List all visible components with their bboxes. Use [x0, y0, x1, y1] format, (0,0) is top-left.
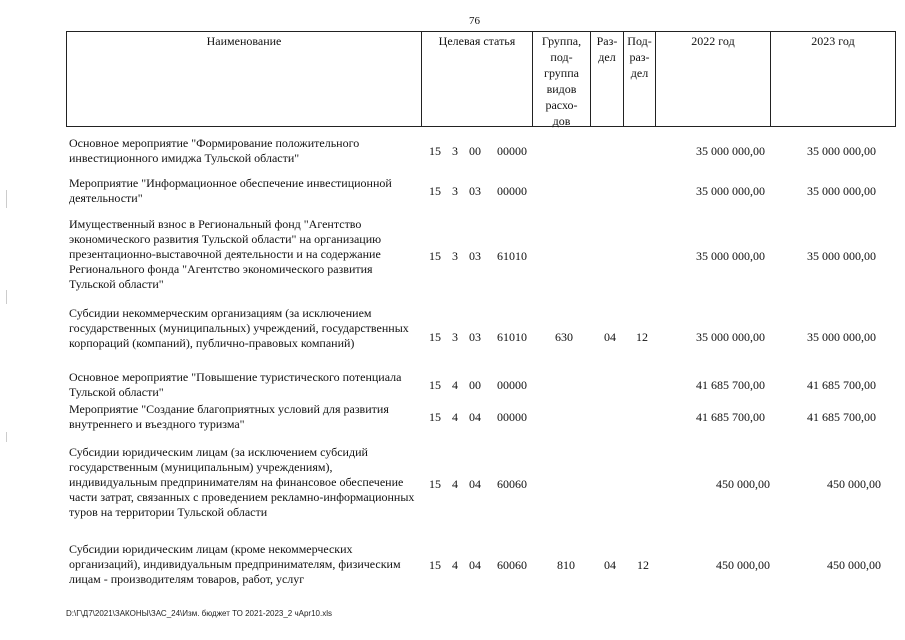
table-header: [66, 31, 896, 127]
header-expense-group: Группа, под- группа видов расхо- дов: [533, 32, 591, 126]
row-name: Субсидии некоммерческим организациям (за исключением государственных (муниципальных) учреждений, государственных корпораций (компаний), публично-правовых компаний): [69, 306, 409, 350]
target-program: 15: [429, 477, 441, 491]
target-direction: 61010: [497, 249, 527, 263]
row-name: Мероприятие "Информационное обеспечение инвестиционной деятельности": [69, 176, 392, 205]
value-2023: 41 685 700,00: [807, 410, 876, 424]
page-number: 76: [469, 15, 480, 27]
target-direction: 61010: [497, 330, 527, 344]
target-subprogram: 4: [452, 477, 458, 491]
header-year-2022: 2022 год: [656, 32, 771, 126]
row-name: Имущественный взнос в Региональный фонд "Агентство экономического развития Тульской области" на организацию презентационно-выставочной деятельности и на содержание Регионального фонда "Агентство экономического развития Тульской области": [69, 217, 382, 291]
target-subprogram: 3: [452, 184, 458, 198]
value-2023: 41 685 700,00: [807, 378, 876, 392]
target-program: 15: [429, 144, 441, 158]
target-program: 15: [429, 378, 441, 392]
subsection: 12: [636, 330, 648, 344]
value-2023: 35 000 000,00: [807, 249, 876, 263]
target-direction: 60060: [497, 477, 527, 491]
scan-mark: [6, 290, 7, 304]
target-subprogram: 3: [452, 144, 458, 158]
row-name: Мероприятие "Создание благоприятных условий для развития внутреннего и въездного туризма": [69, 402, 389, 431]
header-subsection: Под- раз- дел: [624, 32, 656, 126]
scan-mark: [6, 190, 7, 208]
value-2022: 450 000,00: [716, 558, 770, 572]
section: 04: [604, 330, 616, 344]
target-subprogram: 3: [452, 330, 458, 344]
target-event: 03: [469, 330, 481, 344]
target-program: 15: [429, 330, 441, 344]
target-direction: 00000: [497, 378, 527, 392]
value-2022: 41 685 700,00: [696, 410, 765, 424]
value-2022: 450 000,00: [716, 477, 770, 491]
row-name: Субсидии юридическим лицам (за исключением субсидий государственным (муниципальным) учреждениям), индивидуальным предпринимателям на финансовое обеспечение части затрат, связанных с проведением рекламно-информационных туров на территории Тульской области: [69, 445, 415, 519]
target-event: 04: [469, 558, 481, 572]
target-program: 15: [429, 184, 441, 198]
header-target-article: Целевая статья: [422, 32, 533, 126]
value-2023: 450 000,00: [827, 558, 881, 572]
value-2022: 35 000 000,00: [696, 144, 765, 158]
row-name: Основное мероприятие "Формирование положительного инвестиционного имиджа Тульской области": [69, 136, 360, 165]
target-subprogram: 3: [452, 249, 458, 263]
value-2022: 35 000 000,00: [696, 249, 765, 263]
target-event: 03: [469, 184, 481, 198]
target-subprogram: 4: [452, 410, 458, 424]
file-path-footer: D:\Г\Д7\2021\ЗАКОНЫ\ЗАС_24\Изм. бюджет ТО 2021-2023_2 чApr10.xls: [66, 609, 332, 618]
target-event: 00: [469, 144, 481, 158]
row-name: Основное мероприятие "Повышение туристического потенциала Тульской области": [69, 370, 402, 399]
value-2023: 35 000 000,00: [807, 144, 876, 158]
value-2023: 35 000 000,00: [807, 330, 876, 344]
target-direction: 00000: [497, 184, 527, 198]
value-2022: 35 000 000,00: [696, 184, 765, 198]
row-name: Субсидии юридическим лицам (кроме некоммерческих организаций), индивидуальным предпринимателям, физическим лицам - производителям товаров, работ, услуг: [69, 542, 401, 586]
target-direction: 60060: [497, 558, 527, 572]
header-name: Наименование: [67, 32, 422, 126]
scan-mark: [6, 432, 7, 442]
expense-group: 810: [557, 558, 575, 572]
target-event: 04: [469, 477, 481, 491]
target-event: 04: [469, 410, 481, 424]
section: 04: [604, 558, 616, 572]
value-2023: 450 000,00: [827, 477, 881, 491]
target-subprogram: 4: [452, 378, 458, 392]
value-2022: 41 685 700,00: [696, 378, 765, 392]
target-program: 15: [429, 410, 441, 424]
target-program: 15: [429, 558, 441, 572]
value-2022: 35 000 000,00: [696, 330, 765, 344]
target-direction: 00000: [497, 144, 527, 158]
expense-group: 630: [555, 330, 573, 344]
target-program: 15: [429, 249, 441, 263]
value-2023: 35 000 000,00: [807, 184, 876, 198]
header-section: Раз- дел: [591, 32, 624, 126]
target-event: 03: [469, 249, 481, 263]
subsection: 12: [637, 558, 649, 572]
target-subprogram: 4: [452, 558, 458, 572]
target-event: 00: [469, 378, 481, 392]
header-year-2023: 2023 год: [811, 34, 855, 48]
target-direction: 00000: [497, 410, 527, 424]
